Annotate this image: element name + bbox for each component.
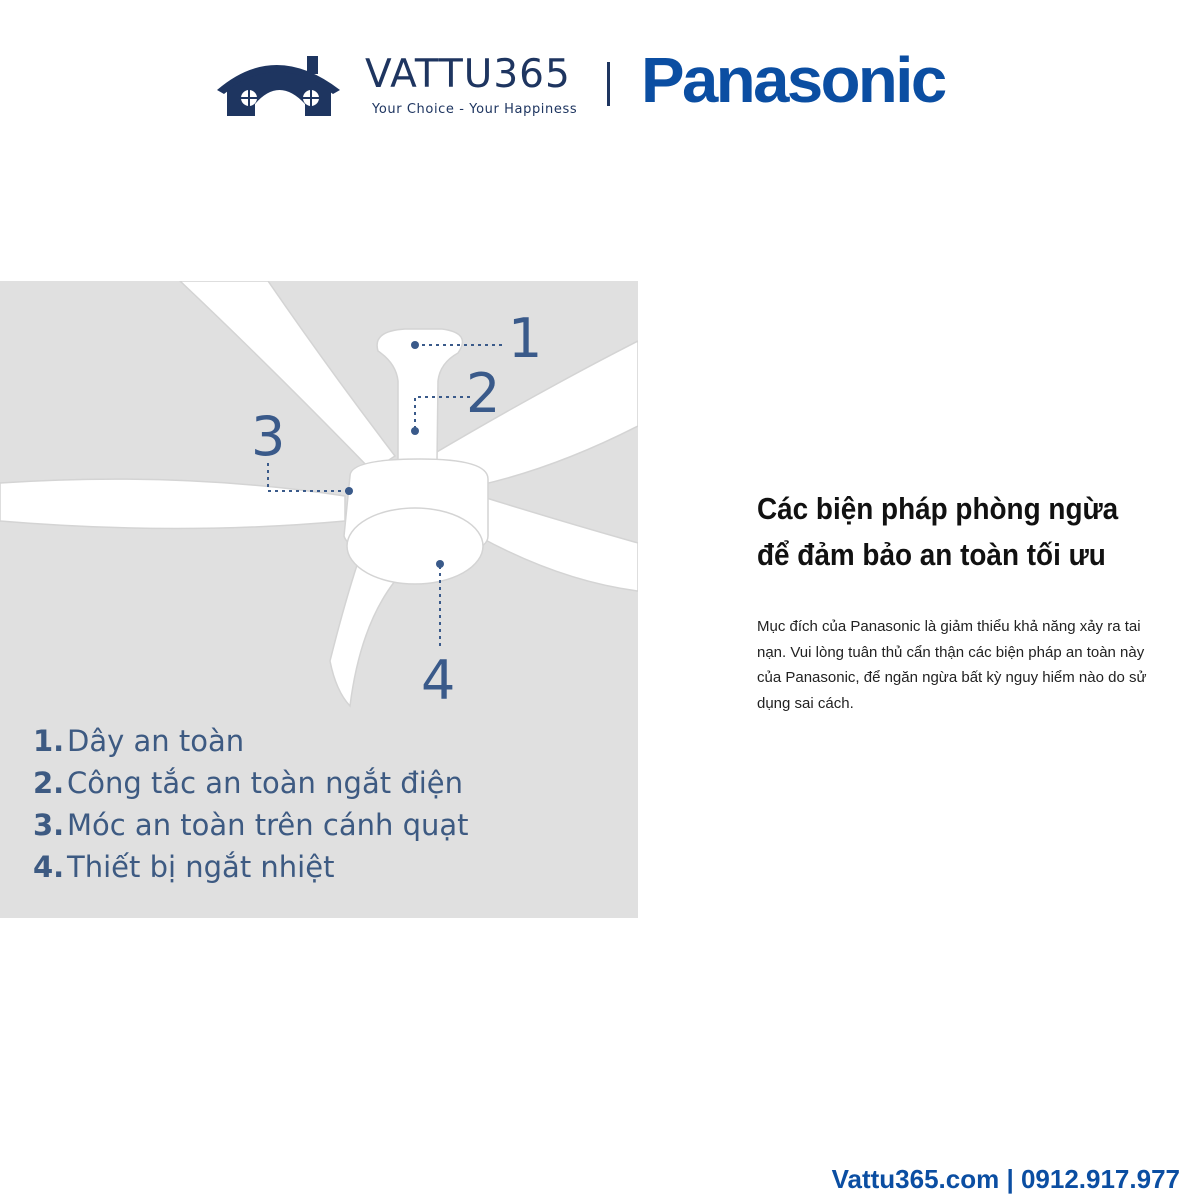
legend-item: 3. Móc an toàn trên cánh quạt bbox=[33, 808, 469, 842]
fan-blade-left bbox=[0, 479, 345, 528]
logo-divider bbox=[607, 62, 610, 106]
callout-number-3: 3 bbox=[251, 405, 286, 468]
section-title: Các biện pháp phòng ngừa để đảm bảo an toàn tối ưu bbox=[757, 491, 1119, 572]
callout-dot-2 bbox=[411, 427, 419, 435]
callout-dot-1 bbox=[411, 341, 419, 349]
vattu365-house-logo-icon bbox=[215, 46, 345, 122]
footer-contact: Vattu365.com | 0912.917.977 bbox=[831, 1164, 1180, 1194]
section-description: Mục đích của Panasonic là giảm thiểu khả năng xảy ra tai nạn. Vui lòng tuân thủ cẩn thận các biện pháp an toàn này của Panasonic, để ngăn ngừa bất kỳ nguy hiểm nào do sử dụng sai cách. bbox=[757, 618, 1147, 712]
fan-light-dome bbox=[347, 508, 483, 584]
brand-tagline: Your Choice - Your Happiness bbox=[372, 102, 578, 117]
legend-item: 2. Công tắc an toàn ngắt điện bbox=[33, 766, 463, 800]
callout-number-2: 2 bbox=[466, 362, 501, 425]
callout-dot-4 bbox=[436, 560, 444, 568]
callout-number-1: 1 bbox=[508, 307, 543, 370]
header bbox=[0, 0, 1200, 140]
safety-feature-legend bbox=[33, 724, 469, 892]
legend-item: 4. Thiết bị ngắt nhiệt bbox=[33, 850, 335, 884]
callout-number-4: 4 bbox=[421, 649, 456, 712]
panasonic-logo: Panasonic bbox=[641, 44, 945, 116]
callout-dot-3 bbox=[345, 487, 353, 495]
fan-safety-diagram bbox=[0, 281, 638, 918]
fan-blade-right-lower bbox=[478, 496, 638, 591]
legend-item: 1. Dây an toàn bbox=[33, 724, 245, 758]
brand-name: VATTU365 bbox=[365, 52, 571, 97]
fan-blade-top-left bbox=[180, 281, 395, 471]
fan-canopy bbox=[377, 329, 462, 461]
